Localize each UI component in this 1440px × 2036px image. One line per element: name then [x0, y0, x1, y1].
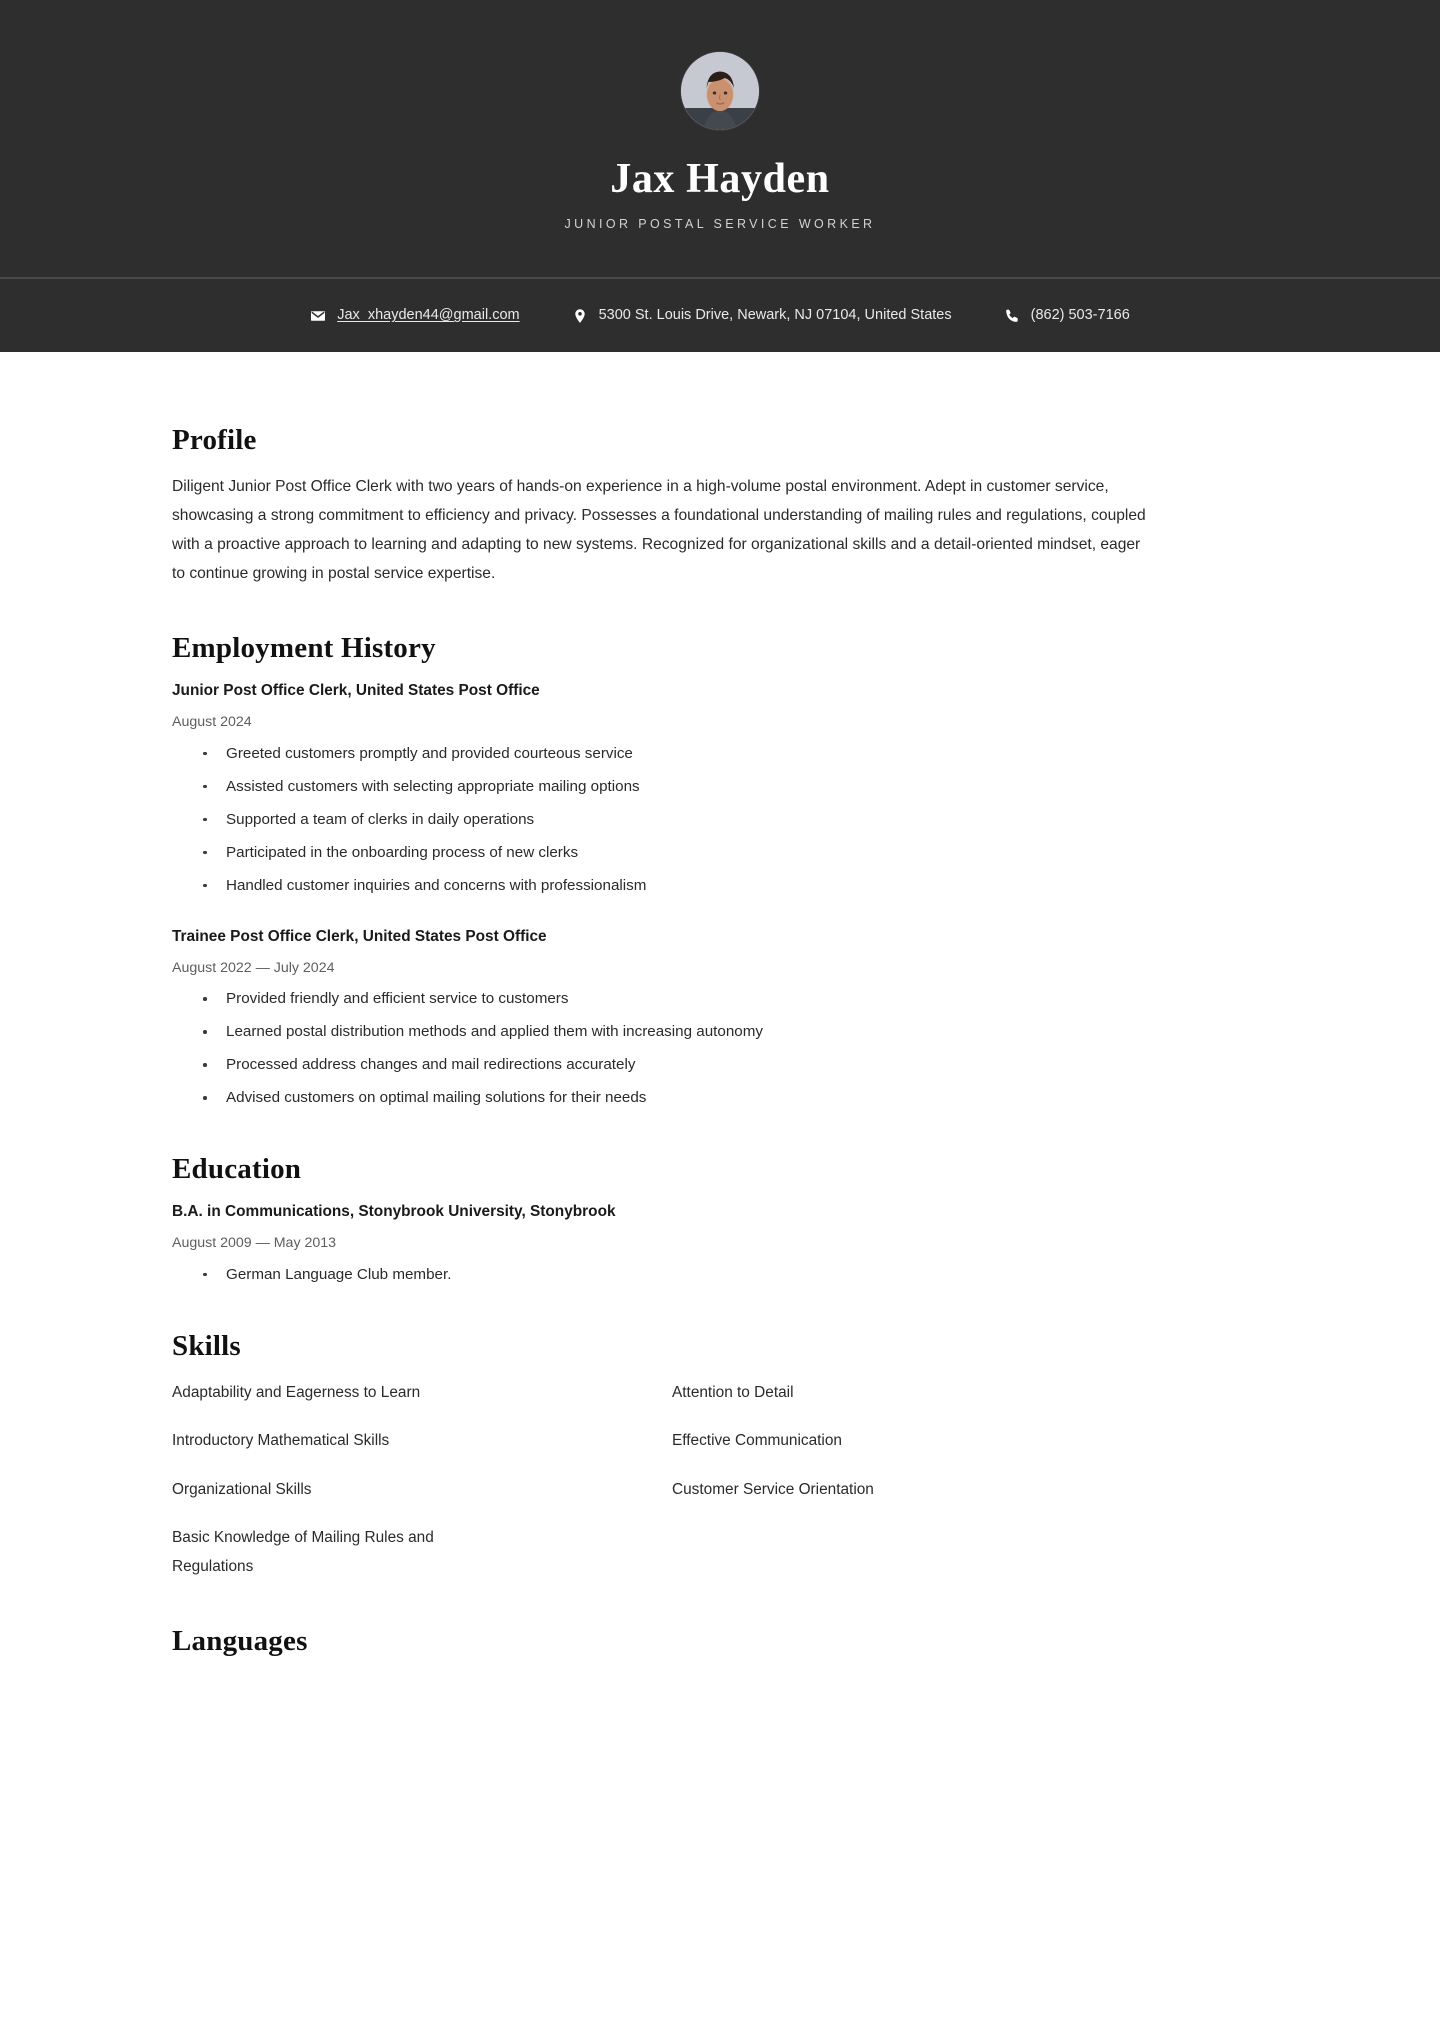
resume-body: [0, 352, 1440, 1734]
employment-entry: [172, 681, 1268, 897]
skills-column-right: [672, 1379, 1132, 1582]
section-heading-profile: Profile: [172, 424, 257, 457]
bullet-item: Handled customer inquiries and concerns with professionalism: [200, 874, 1268, 897]
bullet-item: Greeted customers promptly and provided courteous service: [200, 742, 1268, 765]
skills-column-left: [172, 1379, 632, 1582]
section-languages: [172, 1625, 1268, 1658]
bullet-item: Participated in the onboarding process of new clerks: [200, 841, 1268, 864]
phone-text: (862) 503-7166: [1030, 307, 1130, 324]
entry-bullets: [172, 987, 1268, 1109]
bullet-item: German Language Club member.: [200, 1263, 1268, 1286]
entry-title: B.A. in Communications, Stonybrook University, Stonybrook: [172, 1203, 616, 1221]
bullet-item: Advised customers on optimal mailing solutions for their needs: [200, 1086, 1268, 1109]
section-profile: [172, 424, 1268, 588]
resume-header: [0, 0, 1440, 279]
entry-date: August 2024: [172, 714, 252, 731]
bullet-item: Processed address changes and mail redirections accurately: [200, 1053, 1268, 1076]
bullet-item: Assisted customers with selecting appropriate mailing options: [200, 775, 1268, 798]
section-employment: [172, 632, 1268, 1109]
skill-item: Basic Knowledge of Mailing Rules and Regulations: [172, 1529, 434, 1575]
entry-title: Junior Post Office Clerk, United States Post Office: [172, 682, 540, 700]
entry-bullets: [172, 742, 1268, 897]
section-heading-languages: Languages: [172, 1625, 308, 1658]
education-entry: [172, 1202, 1268, 1285]
bullet-item: Learned postal distribution methods and applied them with increasing autonomy: [200, 1020, 1268, 1043]
bullet-item: Provided friendly and efficient service to customers: [200, 987, 1268, 1010]
skills-grid: [172, 1379, 1132, 1582]
avatar: [681, 52, 759, 130]
skill-item: Introductory Mathematical Skills: [172, 1432, 390, 1450]
section-skills: [172, 1330, 1268, 1582]
bullet-item: Supported a team of clerks in daily operations: [200, 808, 1268, 831]
skill-item: Adaptability and Eagerness to Learn: [172, 1383, 421, 1401]
skill-item: Effective Communication: [672, 1432, 842, 1450]
entry-date: August 2009 — May 2013: [172, 1235, 337, 1252]
section-heading-education: Education: [172, 1153, 302, 1186]
contact-email[interactable]: [284, 308, 545, 324]
contact-phone: [978, 308, 1156, 324]
entry-bullets: [172, 1263, 1268, 1286]
section-education: [172, 1153, 1268, 1285]
employment-entry: [172, 927, 1268, 1109]
entry-title: Trainee Post Office Clerk, United States Post Office: [172, 927, 547, 945]
contact-bar: [0, 279, 1440, 352]
section-heading-skills: Skills: [172, 1329, 241, 1362]
job-title: JUNIOR POSTAL SERVICE WORKER: [564, 217, 876, 232]
address-text: 5300 St. Louis Drive, Newark, NJ 07104, United States: [598, 307, 952, 324]
email-link[interactable]: Jax_xhayden44@gmail.com: [337, 307, 520, 324]
skill-item: Customer Service Orientation: [672, 1480, 874, 1498]
map-pin-icon: [572, 308, 588, 324]
skill-item: Organizational Skills: [172, 1480, 312, 1498]
page-title: Jax Hayden: [610, 156, 830, 202]
contact-address: [546, 308, 978, 324]
section-heading-employment: Employment History: [172, 632, 436, 665]
profile-text: Diligent Junior Post Office Clerk with two years of hands-on experience in a high-volume postal environment. Adept in customer service, showcasing a strong commitment to efficiency and privacy. Possesses a foundational understanding of mailing rules and regulations, coupled with a proactive approach to learning and adapting to new systems. Recognized for organizational skills and a detail-oriented mindset, eager to continue growing in postal service expertise.: [172, 478, 1146, 582]
entry-date: August 2022 — July 2024: [172, 959, 335, 976]
envelope-icon: [310, 308, 326, 324]
phone-icon: [1004, 308, 1020, 324]
skill-item: Attention to Detail: [672, 1383, 794, 1401]
